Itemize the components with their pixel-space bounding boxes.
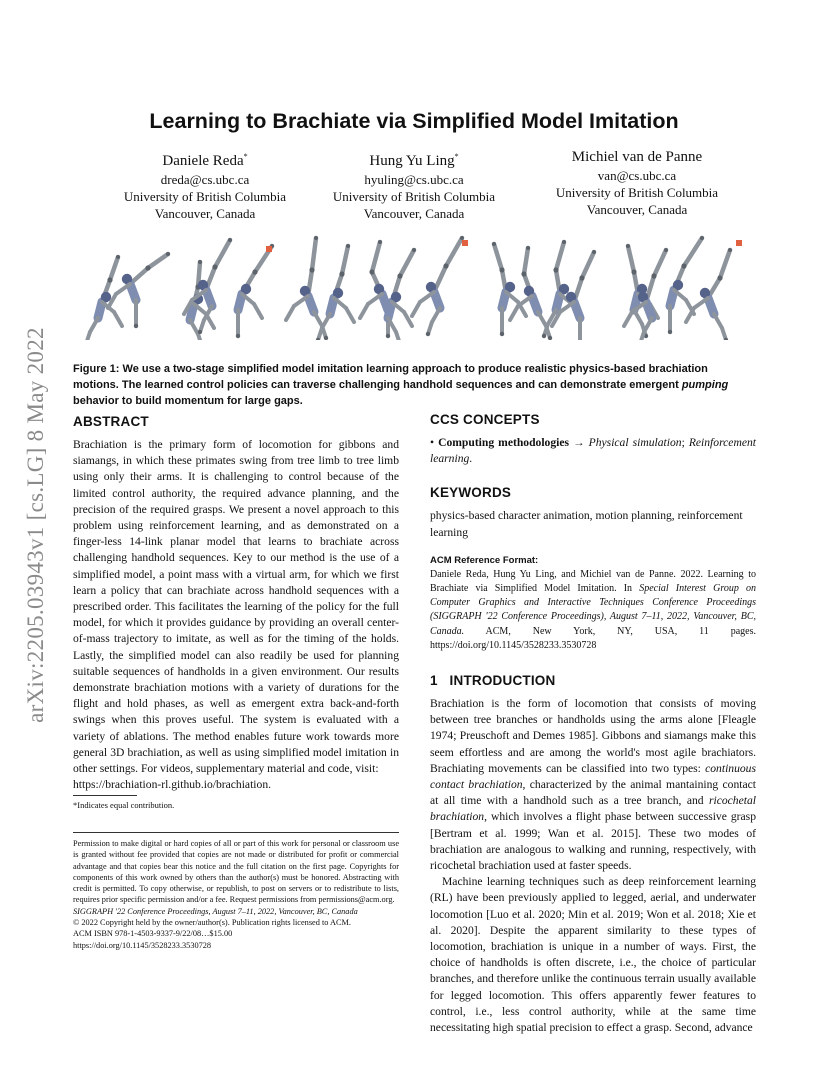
introduction-heading: 1 INTRODUCTION [430, 673, 556, 689]
author-name: Michiel van de Panne [571, 149, 703, 165]
author-block-2 [294, 147, 534, 222]
conference-line: SIGGRAPH '22 Conference Proceedings, August 7–11, 2022, Vancouver, BC, Canada [73, 906, 358, 916]
author-location: Vancouver, Canada [154, 206, 256, 221]
arxiv-stamp [22, 285, 50, 765]
author-affiliation: University of British Columbia [123, 189, 287, 204]
copyright-line: © 2022 Copyright held by the owner/author(s). Publication rights licensed to ACM. [73, 918, 351, 928]
permission-block [73, 838, 399, 951]
footnote-rule [73, 795, 137, 796]
author-name: Hung Yu Ling* [369, 152, 459, 169]
equal-contribution-footnote: *Indicates equal contribution. [73, 800, 175, 810]
keywords-text: physics-based character animation, motion planning, reinforcement learning [430, 509, 743, 539]
author-email: van@cs.ubc.ca [597, 168, 677, 183]
paper-title: Learning to Brachiate via Simplified Model Imitation [149, 109, 679, 133]
brachiation-sequence-illustration [80, 232, 748, 340]
permission-notice: Permission to make digital or hard copies of all or part of this work for personal or classroom use is granted without fee provided that copies are not made or distributed for profit or commercial advantage and that copies bear this notice and the full citation on the first page. Copyrights for components of this work owned by others than the author(s) must be honored. Abstracting with credit is permitted. To copy otherwise, or republish, to post on servers or to redistribute to lists, requires prior specific permission and/or a fee. Request permissions from permissions@acm.org. [73, 839, 399, 905]
author-affiliation: University of British Columbia [332, 189, 496, 204]
arxiv-stamp-text: arXiv:2205.03943v1 [cs.LG] 8 May 2022 [23, 327, 48, 723]
ccs-text: • Computing methodologies → Physical simulation; Reinforcement learning. [430, 436, 756, 466]
isbn-line: ACM ISBN 978-1-4503-9337-9/22/08…$15.00 [73, 929, 233, 939]
abstract-text: Brachiation is the primary form of locomotion for gibbons and siamangs, in which these primates swing from tree limb to tree limb using only their arms. It is challenging to control because of the limited control authority, the required advance planning, and the precision of the required grasps. We present a novel approach to this problem using reinforcement learning, and as demonstrated on a finger-less 14-link planar model that learns to brachiate across challenging handhold sequences. Key to our method is the use of a simplified model, a point mass with a virtual arm, for which we first learn a policy that can brachiate across handhold sequences with a prescribed order. This facilitates the learning of the policy for the full model, for which it provides guidance by providing an overall center-of-mass trajectory to imitate, as well as for the timing of the holds. Lastly, the simplified model can also readily be used for planning suitable sequences of handholds in a given environment. Our results demonstrate brachiation motions with a variety of durations for the flight and hold phases, as well as emergent extra back-and-forth swings when this proves useful. The system is evaluated with a variety of ablations. The method enables future work towards more general 3D brachiation, as well as using simplified model imitation in other settings. For videos, supplementary material and code, visit: https://brachiation-rl.github.io/brachiation. [73, 438, 399, 792]
author-email: dreda@cs.ubc.ca [160, 172, 250, 187]
right-column [430, 412, 756, 1036]
author-location: Vancouver, Canada [363, 206, 465, 221]
author-affiliation: University of British Columbia [555, 185, 719, 200]
ccs-heading: CCS CONCEPTS [430, 412, 540, 427]
figure-caption: Figure 1: We use a two-stage simplified model imitation learning approach to produce realistic physics-based brachiation motions. The learned control policies can traverse challenging handhold sequences and can demonstrate emergent pumping behavior to build momentum for large gaps. [73, 363, 729, 407]
acm-ref-heading: ACM Reference Format: [430, 554, 539, 566]
abstract-heading: ABSTRACT [73, 414, 149, 429]
keywords-heading: KEYWORDS [430, 485, 512, 501]
author-block-3 [517, 147, 757, 218]
doi-link[interactable]: https://doi.org/10.1145/3528233.3530728 [73, 940, 212, 950]
intro-paragraph-1: Brachiation is the form of locomotion that consists of moving between tree branches or handholds using the arms alone [Fleagle 1974; Preuschoft and Demes 1985]. Gibbons and siamangs make this seem effortless and are among the world's most agile brachiators. Brachiating movements can be classified into two types: continuous contact brachiation, characterized by the animal mantaining contact at all time with a handhold such as a tree branch, and ricochetal brachiation, which involves a flight phase between successive grasp [Bertram et al. 1999; Wan et al. 2015]. These two modes of brachiation are analogous to walking and running, respectively, with ricochetal brachiation used at faster speeds. [430, 697, 756, 873]
teaser-figure [80, 232, 748, 340]
project-url[interactable]: https://brachiation-rl.github.io/brachiation. [73, 778, 272, 792]
author-email: hyuling@cs.ubc.ca [364, 172, 464, 187]
author-location: Vancouver, Canada [586, 202, 688, 217]
acm-ref-text: Daniele Reda, Hung Yu Ling, and Michiel van de Panne. 2022. Learning to Brachiate via Simplified Model Imitation. In Special Interest Group on Computer Graphics and Interactive Techniques Conference Proceedings (SIGGRAPH '22 Conference Proceedings), August 7–11, 2022, Vancouver, BC, Canada. ACM, New York, NY, USA, 11 pages. https://doi.org/10.1145/3528233.3530728 [430, 568, 756, 651]
author-name: Daniele Reda* [162, 152, 248, 169]
intro-paragraph-2: Machine learning techniques such as deep reinforcement learning (RL) have been previously applied to legged, aerial, and underwater locomotion [Luo et al. 2020; Min et al. 2019; Won et al. 2018; Xie et al. 2020]. Despite the apparent similarity to these types of locomotion, brachiation is unique in a number of ways. First, the choice of handholds is often discrete, i.e., the choice of particular branches, and therefore unlike the continuous terrain usually available for legged locomotion. This offers apparently fewer features to control, i.e., less control authority, while at the same time necessitating high spatial precision to effect a grasp. Second, advance [430, 875, 756, 1035]
left-column [73, 414, 399, 793]
permission-rule [73, 832, 399, 833]
author-block-1 [85, 147, 325, 222]
